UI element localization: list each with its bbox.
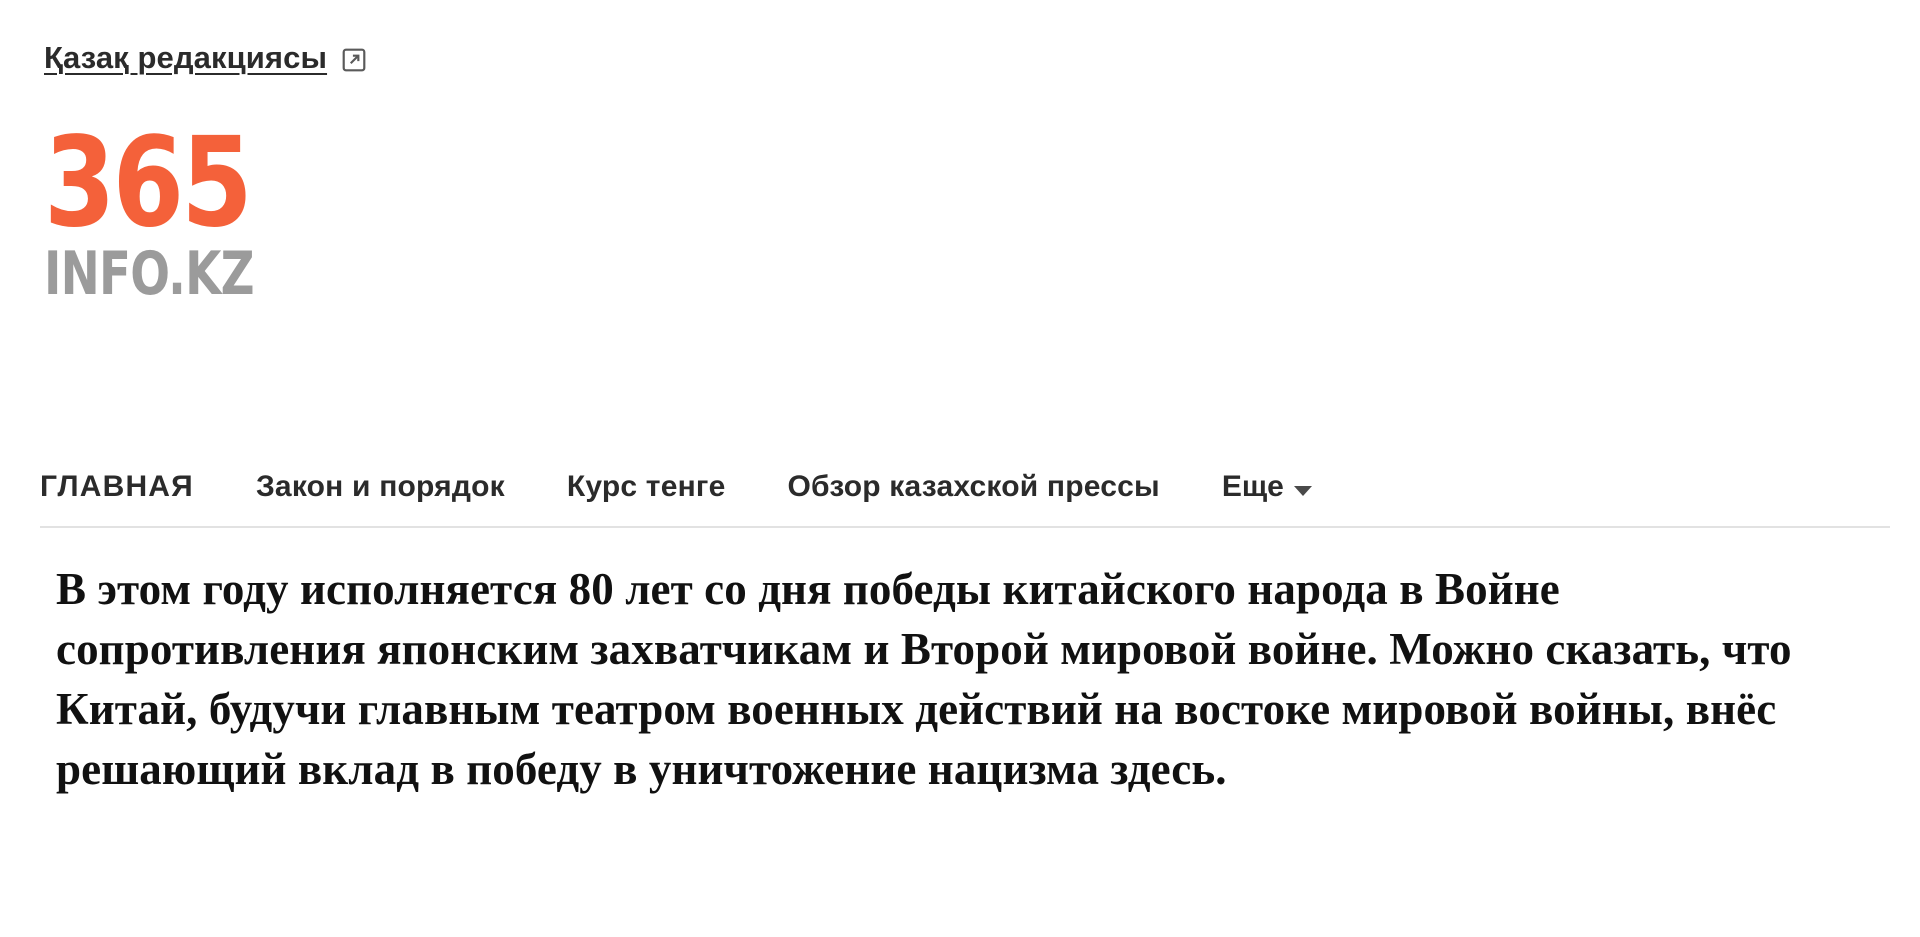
nav-item-home[interactable]: ГЛАВНАЯ [40, 470, 194, 503]
site-logo[interactable] [44, 111, 254, 310]
article-body [56, 560, 1856, 799]
external-link-icon[interactable] [341, 47, 367, 73]
edition-link-row[interactable] [44, 40, 367, 76]
nav-item-tenge-rate[interactable]: Курс тенге [566, 470, 726, 503]
nav-item-more[interactable] [1222, 470, 1312, 504]
nav-item-kazakh-press-review[interactable]: Обзор казахской прессы [787, 470, 1160, 503]
nav-more-label: Еще [1221, 470, 1284, 503]
article-paragraph: В этом году исполняется 80 лет со дня победы китайского народа в Войне сопротивления японским захватчикам и Второй мировой войне. Можно сказать, что Китай, будучи главным театром военных действий на востоке мировой войны, внёс решающий вклад в победу в уничтожение нацизма здесь. [56, 564, 1792, 794]
logo-primary-text: 365 [44, 111, 250, 255]
chevron-down-icon [1294, 486, 1312, 496]
nav-item-law-and-order[interactable]: Закон и порядок [255, 470, 505, 503]
logo-secondary-text: INFO.KZ [44, 239, 254, 310]
edition-link-label[interactable]: Қазақ редакциясы [44, 40, 328, 75]
main-navigation [40, 470, 1890, 528]
